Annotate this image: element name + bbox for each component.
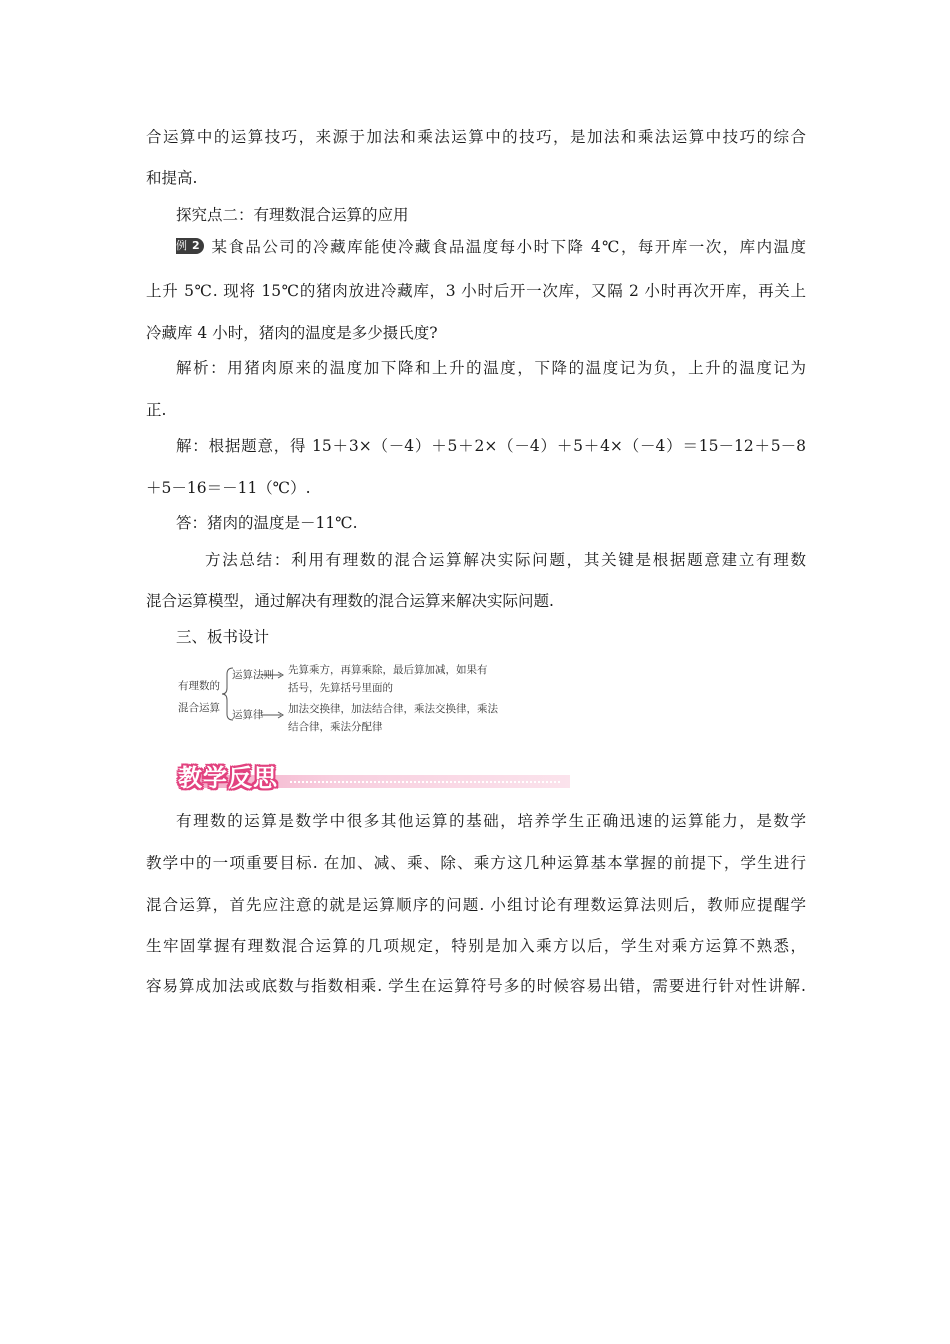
section-heading: 探究点二：有理数混合运算的应用 xyxy=(176,206,409,224)
diagram-branch2-label: 运算律 xyxy=(232,709,264,721)
answer-line: 答：猪肉的温度是－11℃. xyxy=(176,514,358,532)
method-line: 混合运算模型，通过解决有理数的混合运算来解决实际问题. xyxy=(146,592,554,610)
diagram-branch1-label: 运算法则 xyxy=(232,669,274,681)
analysis-line: 解析：用猪肉原来的温度加下降和上升的温度，下降的温度记为负，上升的温度记为 xyxy=(176,359,806,377)
solution-line: 解：根据题意，得 15＋3×（－4）＋5＋2×（－4）＋5＋4×（－4）＝15－12＋5－8 xyxy=(176,437,806,455)
example-line xyxy=(176,237,806,257)
analysis-line: 正. xyxy=(146,401,167,419)
method-line: 方法总结：利用有理数的混合运算解决实际问题，其关键是根据题意建立有理数 xyxy=(205,551,806,569)
board-design-diagram xyxy=(175,660,505,740)
diagram-root-line2: 混合运算 xyxy=(178,702,220,714)
diagram-root-line1: 有理数的 xyxy=(178,680,220,692)
reflection-header-dots xyxy=(290,781,560,785)
paragraph-line: 和提高. xyxy=(146,169,198,187)
diagram-branch2-text: 加法交换律，加法结合律，乘法交换律，乘法 xyxy=(288,703,498,715)
example-line: 上升 5℃. 现将 15℃的猪肉放进冷藏库，3 小时后开一次库，又隔 2 小时再次开库，再关上 xyxy=(146,282,806,300)
solution-line: ＋5－16＝－11（℃）. xyxy=(146,479,311,497)
reflection-line: 有理数的运算是数学中很多其他运算的基础，培养学生正确迅速的运算能力，是数学 xyxy=(176,812,806,830)
example-badge-number: 2 xyxy=(192,238,204,254)
reflection-title: 教学反思 xyxy=(178,764,278,792)
reflection-line: 生牢固掌握有理数混合运算的几项规定，特别是加入乘方以后，学生对乘方运算不熟悉， xyxy=(146,937,806,955)
example-badge-label: 例 xyxy=(176,238,192,254)
example-line: 冷藏库 4 小时，猪肉的温度是多少摄氏度? xyxy=(146,324,438,342)
example-badge xyxy=(176,238,204,254)
reflection-line: 混合运算，首先应注意的就是运算顺序的问题. 小组讨论有理数运算法则后，教师应提醒学 xyxy=(146,896,806,914)
example-text: 某食品公司的冷藏库能使冷藏食品温度每小时下降 4℃，每开库一次，库内温度 xyxy=(210,238,806,256)
diagram-branch2-text: 结合律，乘法分配律 xyxy=(288,721,383,733)
reflection-line: 容易算成加法或底数与指数相乘. 学生在运算符号多的时候容易出错，需要进行针对性讲解. xyxy=(146,977,806,995)
paragraph-line: 合运算中的运算技巧，来源于加法和乘法运算中的技巧，是加法和乘法运算中技巧的综合 xyxy=(146,128,806,146)
reflection-line: 教学中的一项重要目标. 在加、减、乘、除、乘方这几种运算基本掌握的前提下，学生进行 xyxy=(146,854,806,872)
section-heading: 三、板书设计 xyxy=(176,628,270,646)
diagram-branch1-text: 括号，先算括号里面的 xyxy=(288,682,393,694)
diagram-branch1-text: 先算乘方，再算乘除，最后算加减，如果有 xyxy=(288,664,488,676)
